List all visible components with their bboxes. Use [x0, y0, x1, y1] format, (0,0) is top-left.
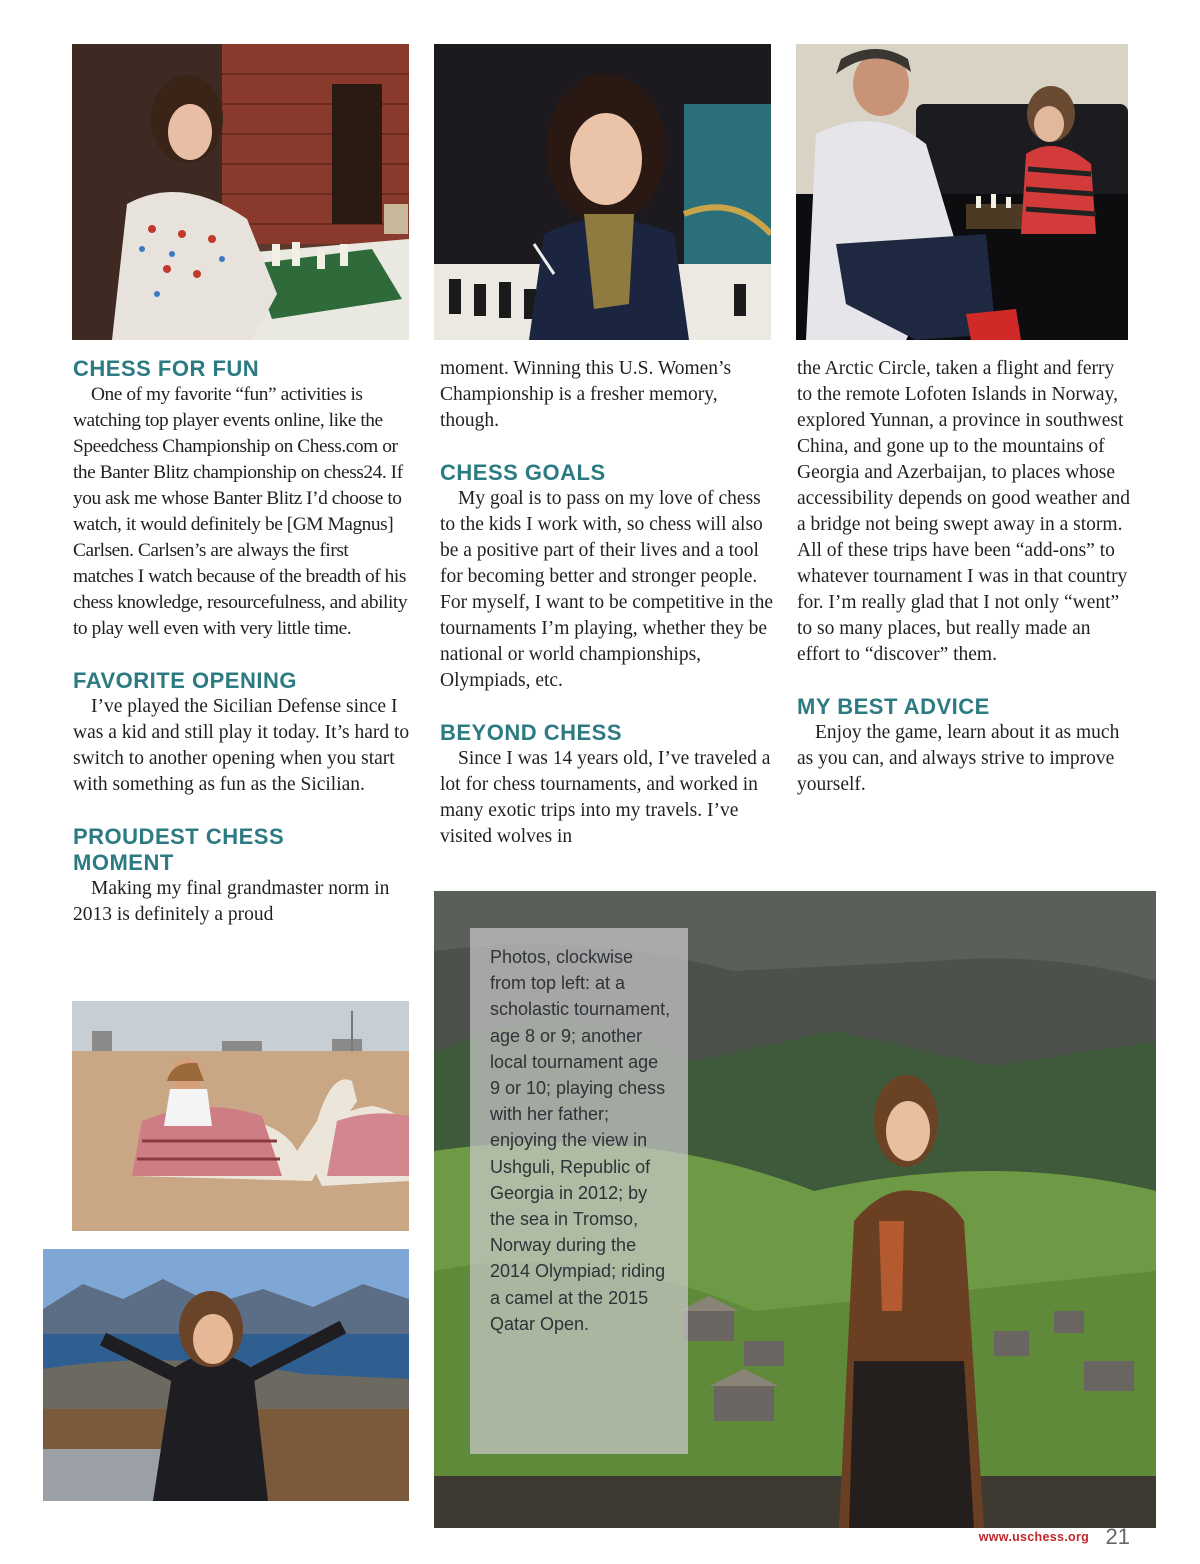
photo-chess-with-father: [796, 44, 1128, 340]
body-best-advice: Enjoy the game, learn about it as much as you can, and always strive to improve yourself.: [797, 722, 1120, 795]
photo-tromso-norway: [43, 1249, 409, 1501]
body-chess-for-fun: One of my favorite “fun” activities is watching top player events online, like the Speedchess Championship on Chess.com or the Banter Blitz championship on chess24. If you ask me whose Banter Blitz I’d choose to watch, it would definitely be [GM Magnus] Carlsen. Carlsen’s are always the first matches I watch because of the breadth of his chess knowledge, resourcefulness, and ability to play well even with very little time.: [73, 384, 408, 639]
photo-camel-qatar: [72, 1001, 409, 1231]
column-1: [73, 356, 410, 928]
heading-beyond-chess: BEYOND CHESS: [440, 720, 623, 745]
column-2: [440, 356, 776, 850]
body-beyond-chess-part2: the Arctic Circle, taken a flight and ferry to the remote Lofoten Islands in Norway, explored Yunnan, a province in southwest China, and gone up to the mountains of Georgia and Azerbaijan, to places whose accessibility depends on good weather and a bridge not being swept away in a storm. All of these trips have been “add-ons” to whatever tournament I was in that country for. I’m really glad that I not only “went” to so many places, but really made an effort to “discover” them.: [797, 358, 1131, 665]
page-number: 21: [1105, 1524, 1130, 1549]
body-beyond-chess-part1: Since I was 14 years old, I’ve traveled a lot for chess tournaments, and worked in many exotic trips into my travels. I’ve visited wolves in: [440, 748, 771, 847]
heading-favorite-opening: FAVORITE OPENING: [73, 668, 297, 693]
heading-chess-goals: CHESS GOALS: [440, 460, 606, 485]
heading-chess-for-fun: CHESS FOR FUN: [73, 356, 260, 381]
body-chess-goals: My goal is to pass on my love of chess to the kids I work with, so chess will also be a positive part of their lives and a tool for becoming better and stronger people. For myself, I want to be competitive in the tournaments I’m playing, whether they be national or world championships, Olympiads, etc.: [440, 488, 774, 691]
body-proudest-moment-part1: Making my final grandmaster norm in 2013 is definitely a proud: [73, 878, 390, 925]
footer-url[interactable]: www.uschess.org: [978, 1530, 1090, 1544]
photo-local-tournament: [434, 44, 771, 340]
body-proudest-moment-part2: moment. Winning this U.S. Women’s Championship is a fresher memory, though.: [440, 358, 732, 431]
photo-scholastic-tournament: [72, 44, 409, 340]
column-3: [797, 356, 1131, 798]
photo-caption: Photos, clockwise from top left: at a scholastic tournament, age 8 or 9; another local tournament age 9 or 10; playing chess with her father; enjoying the view in Ushguli, Republic of Georgia in 2012; by the sea in Tromso, Norway during the 2014 Olympiad; riding a camel at the 2015 Qatar Open.: [470, 928, 688, 1454]
page-footer: [979, 1524, 1130, 1550]
body-favorite-opening: I’ve played the Sicilian Defense since I was a kid and still play it today. It’s hard to switch to another opening when you start with something as fun as the Sicilian.: [73, 696, 410, 795]
heading-proudest-moment: PROUDEST CHESS MOMENT: [73, 824, 285, 875]
heading-best-advice: MY BEST ADVICE: [797, 694, 990, 719]
